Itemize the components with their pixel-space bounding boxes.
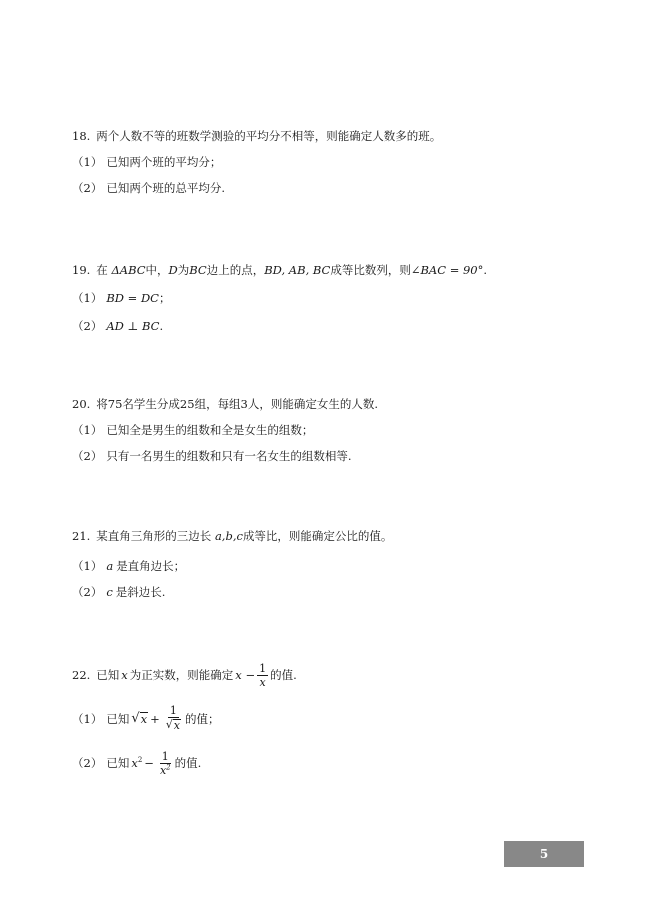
- condition-label: （1）: [72, 155, 103, 169]
- condition-2: [72, 582, 606, 602]
- fraction-one-over-x-squared: [158, 751, 173, 776]
- fraction-one-over-x: [257, 663, 268, 688]
- condition-2: [72, 746, 606, 780]
- condition-label: （2）: [72, 756, 103, 770]
- minus-sign: −: [144, 756, 154, 770]
- problem-stem: [72, 658, 606, 692]
- condition-text: 的值.: [174, 756, 202, 770]
- variable-x: x: [121, 668, 128, 682]
- segment-bc: BC: [189, 263, 207, 277]
- problem-number: 22.: [72, 668, 91, 682]
- fraction-numerator: 1: [161, 749, 169, 763]
- condition-label: （2）: [72, 449, 103, 463]
- condition-label: （2）: [72, 585, 103, 599]
- sqrt-x: [131, 712, 148, 726]
- problem-number: 21.: [72, 529, 91, 543]
- sqrt-x: [166, 719, 181, 732]
- problem-number: 19.: [72, 263, 91, 277]
- sides-abc: a,b,c: [214, 529, 243, 543]
- condition-2: [72, 446, 606, 466]
- fraction-numerator: 1: [259, 661, 267, 675]
- problem-stem: [72, 260, 606, 280]
- stem-text: 为: [177, 263, 190, 277]
- sequence-bd-ab-bc: BD, AB, BC: [264, 263, 331, 277]
- stem-text: 成等比数列，则: [330, 263, 411, 277]
- condition-text: 已知两个班的总平均分.: [106, 181, 225, 195]
- power-x-squared: [131, 756, 142, 770]
- problem-18: [72, 126, 606, 198]
- stem-text: .: [483, 263, 488, 277]
- condition-text: 是直角边长；: [116, 559, 186, 573]
- condition-1: [72, 556, 606, 576]
- problem-21: [72, 526, 606, 602]
- page-number-badge: 5: [504, 841, 584, 867]
- condition-1: [72, 702, 606, 736]
- condition-text: 已知: [106, 756, 130, 770]
- condition-label: （1）: [72, 291, 103, 305]
- power-base: x: [159, 763, 167, 777]
- condition-math: AD ⊥ BC: [106, 319, 160, 333]
- problem-number: 18.: [72, 129, 91, 143]
- problem-stem: [72, 394, 606, 414]
- power-base: x: [131, 756, 138, 770]
- condition-text: 已知: [106, 712, 130, 726]
- fraction-one-over-sqrt-x: [164, 705, 183, 732]
- fraction-numerator: 1: [169, 704, 177, 718]
- radical-sign-icon: √: [131, 711, 140, 727]
- fraction-denominator: [158, 764, 173, 776]
- expr-x-minus: x −: [235, 668, 256, 682]
- stem-text: 成等比，则能确定公比的值。: [242, 529, 393, 543]
- stem-text: 边上的点，: [206, 263, 265, 277]
- condition-1: [72, 288, 606, 308]
- stem-text: 的值.: [270, 668, 297, 682]
- power-exponent: 2: [137, 756, 143, 765]
- condition-1: [72, 420, 606, 440]
- angle-bac: ∠BAC = 90°: [410, 263, 484, 277]
- stem-text: 某直角三角形的三边长: [96, 529, 212, 543]
- sqrt-radicand: x: [140, 712, 148, 727]
- problem-19: [72, 260, 606, 336]
- fraction-denominator: x: [259, 675, 266, 689]
- problem-number: 20.: [72, 397, 91, 411]
- problem-20: [72, 394, 606, 466]
- condition-label: （2）: [72, 319, 103, 333]
- triangle-abc: ΔABC: [111, 263, 146, 277]
- condition-2: [72, 178, 606, 198]
- condition-label: （1）: [72, 423, 103, 437]
- problem-stem: [72, 526, 606, 546]
- stem-text: 两个人数不等的班数学测验的平均分不相等，则能确定人数多的班。: [96, 129, 442, 143]
- sqrt-radicand: x: [173, 719, 180, 733]
- stem-text: 将75名学生分成25组，每组3人，则能确定女生的人数.: [96, 397, 379, 411]
- radical-sign-icon: √: [165, 718, 173, 732]
- condition-text: 已知全是男生的组数和全是女生的组数；: [106, 423, 314, 437]
- stem-text: 为正实数，则能确定: [129, 668, 234, 682]
- condition-text: 的值；: [185, 712, 220, 726]
- condition-label: （1）: [72, 559, 103, 573]
- condition-label: （1）: [72, 712, 103, 726]
- fraction-denominator: [164, 718, 183, 732]
- stem-text: 中，: [145, 263, 169, 277]
- condition-math: BD = DC: [106, 291, 159, 305]
- condition-math: c: [106, 585, 113, 599]
- plus-sign: +: [150, 712, 160, 726]
- condition-2: [72, 316, 606, 336]
- power-exponent: 2: [166, 762, 171, 771]
- stem-text: 已知: [96, 668, 120, 682]
- condition-text: 是斜边长.: [115, 585, 166, 599]
- condition-text: 只有一名男生的组数和只有一名女生的组数相等.: [106, 449, 352, 463]
- problem-stem: [72, 126, 606, 146]
- problem-22: [72, 658, 606, 780]
- condition-label: （2）: [72, 181, 103, 195]
- point-d: D: [168, 263, 178, 277]
- condition-1: [72, 152, 606, 172]
- condition-text: 已知两个班的平均分；: [106, 155, 222, 169]
- stem-text: 在: [96, 263, 108, 277]
- condition-math: a: [106, 559, 114, 573]
- condition-text: .: [159, 319, 164, 333]
- condition-text: ；: [158, 291, 171, 305]
